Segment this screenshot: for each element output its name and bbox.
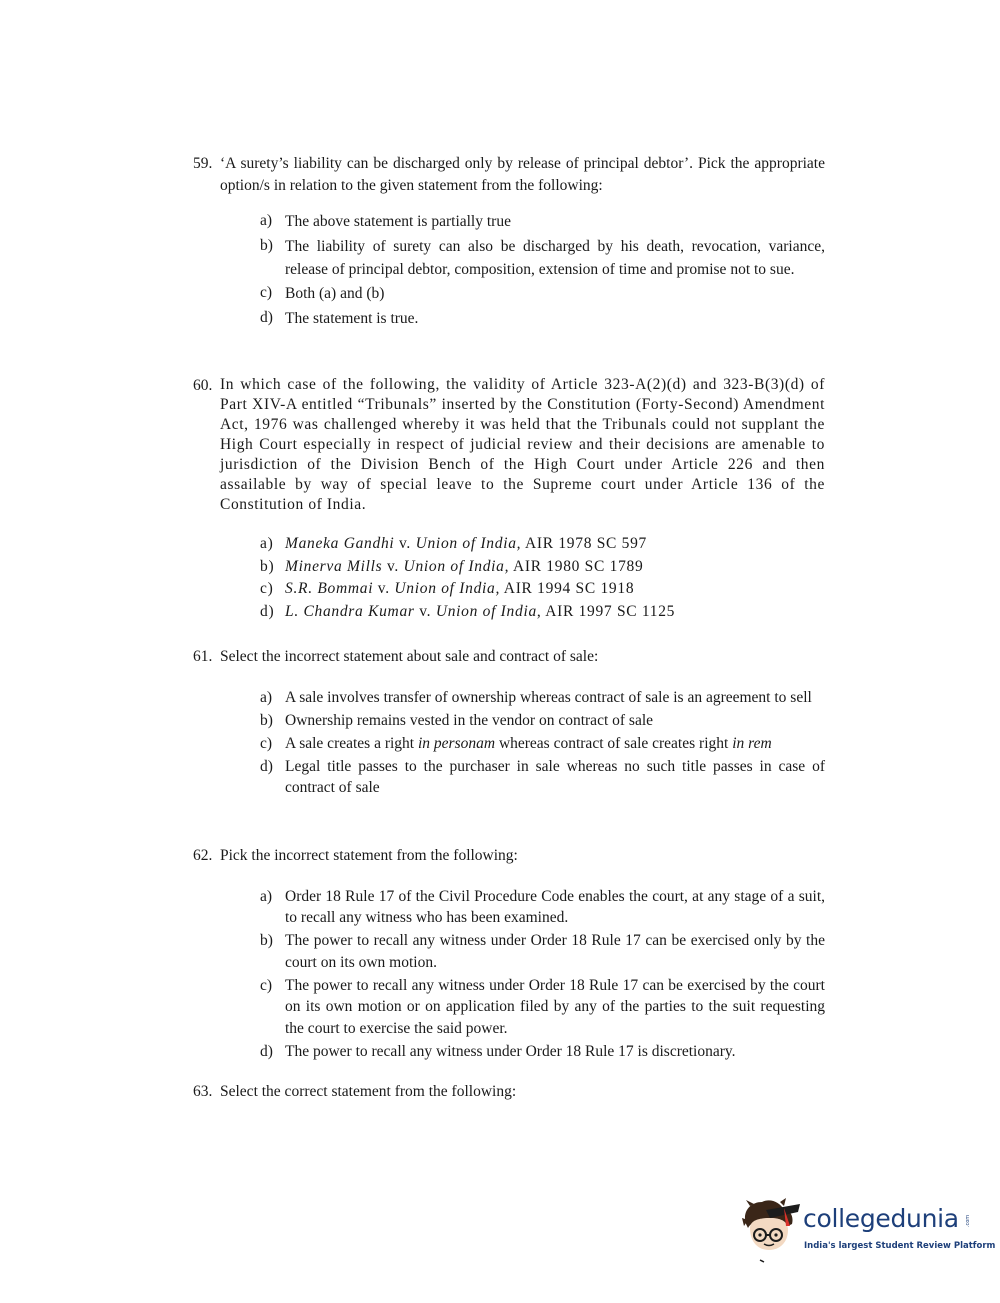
- option-list: [260, 687, 825, 799]
- option-d: d) L. Chandra Kumar v. Union of India, AIR 1997 SC 1125: [260, 602, 676, 620]
- option-list: [260, 886, 825, 1063]
- option-b: b) Minerva Mills v. Union of India, AIR 1980 SC 1789: [260, 557, 644, 575]
- logo-suffix: .com: [965, 1214, 972, 1228]
- question-number: 61.: [193, 648, 213, 665]
- student-mascot-icon: [740, 1196, 804, 1266]
- question-63: [193, 1081, 825, 1103]
- question-text: ‘A surety’s liability can be discharged only by release of principal debtor’. Pick the appropriate option/s in relation to the given statement from the following:: [220, 155, 825, 194]
- question-60: [193, 375, 825, 623]
- option-a: a) Maneka Gandhi v. Union of India, AIR 1978 SC 597: [260, 535, 648, 552]
- option-list: [260, 210, 825, 330]
- question-62: [193, 845, 825, 1064]
- collegedunia-logo[interactable]: [740, 1196, 996, 1266]
- option-b: b) The power to recall any witness under Order 18 Rule 17 can be exercised only by the court on its own motion.: [260, 932, 825, 971]
- option-d: d) Legal title passes to the purchaser in sale whereas no such title passes in case of contract of sale: [260, 757, 825, 796]
- option-a: a) Order 18 Rule 17 of the Civil Procedure Code enables the court, at any stage of a suit, to recall any witness who has been examined.: [260, 887, 825, 926]
- question-text: Pick the incorrect statement from the following:: [220, 847, 518, 864]
- logo-wordmark: collegedunia: [803, 1204, 959, 1233]
- option-c: c) S.R. Bommai v. Union of India, AIR 1994 SC 1918: [260, 580, 635, 597]
- option-c: c) Both (a) and (b): [260, 284, 385, 302]
- option-b: b) The liability of surety can also be discharged by his death, revocation, variance, release of principal debtor, composition, extension of time and promise not to sue.: [260, 236, 825, 278]
- question-number: 59.: [193, 155, 213, 172]
- question-61: [193, 646, 825, 800]
- question-number: 63.: [193, 1083, 213, 1100]
- logo-tagline: India's largest Student Review Platform: [804, 1241, 996, 1251]
- question-number: 60.: [193, 377, 213, 394]
- option-a: a) A sale involves transfer of ownership whereas contract of sale is an agreement to sell: [260, 688, 812, 706]
- option-d: d) The statement is true.: [260, 308, 419, 327]
- option-c: c) A sale creates a right in personam whereas contract of sale creates right in rem: [260, 734, 772, 752]
- question-text: In which case of the following, the validity of Article 323-A(2)(d) and 323-B(3)(d) of Part XIV-A entitled “Tribunals” inserted by the Constitution (Forty-Second) Amendment Act, 1976 was challenged whereby it was held that the Tribunals could not supplant the High Court especially in respect of judicial review and their decisions are amenable to jurisdiction of the Division Bench of the High Court under Article 226 and then assailable by way of special leave to the Supreme court under Article 136 of the Constitution of India.: [220, 376, 825, 513]
- option-b: b) Ownership remains vested in the vendor on contract of sale: [260, 711, 654, 729]
- question-text: Select the correct statement from the following:: [220, 1083, 517, 1100]
- question-text: Select the incorrect statement about sale and contract of sale:: [220, 648, 599, 665]
- option-list: [260, 533, 825, 623]
- question-number: 62.: [193, 847, 213, 864]
- option-c: c) The power to recall any witness under Order 18 Rule 17 can be exercised by the court on its own motion or on application filed by any of the parties to the suit requesting the court to exercise the said power.: [260, 976, 825, 1037]
- option-d: d) The power to recall any witness under Order 18 Rule 17 is discretionary.: [260, 1042, 736, 1060]
- option-a: a) The above statement is partially true: [260, 212, 511, 230]
- question-59: [193, 153, 825, 331]
